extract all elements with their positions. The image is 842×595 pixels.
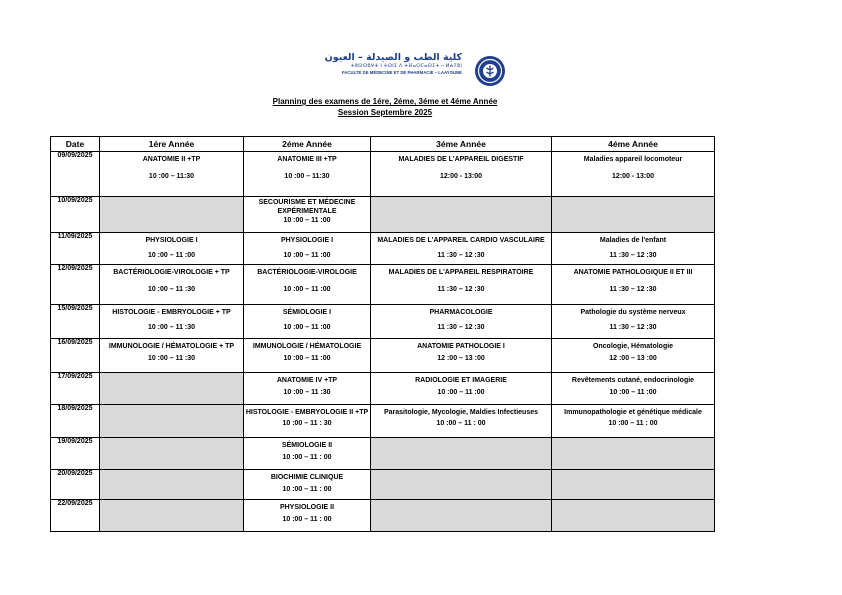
empty-cell (100, 470, 244, 500)
exam-time: 10 :00 – 11:30 (148, 173, 195, 180)
exam-cell (100, 339, 244, 373)
table-row (51, 265, 715, 305)
exam-cell (100, 233, 244, 265)
exam-subject: MALADIES DE L'APPAREIL RESPIRATOIRE (388, 269, 534, 276)
logo-text-block (308, 52, 462, 88)
exam-time: 10 :00 – 11 :30 (283, 389, 331, 396)
exam-time: 12:00 - 13:00 (611, 173, 655, 180)
exam-cell (100, 305, 244, 339)
empty-cell (100, 438, 244, 470)
column-header-year1: 1ére Année (100, 137, 244, 152)
exam-subject: BACTÉRIOLOGIE-VIROLOGIE + TP (113, 269, 230, 276)
exam-time: 11 :30 – 12 :30 (437, 286, 485, 293)
exam-subject: MALADIES DE L'APPAREIL CARDIO VASCULAIRE (377, 237, 545, 244)
exam-cell (244, 339, 371, 373)
exam-time: 10 :00 – 11 :30 (147, 286, 196, 293)
document-title: Planning des examens de 1ére, 2éme, 3éme et 4éme Année (272, 97, 498, 106)
date-cell: 10/09/2025 (51, 197, 100, 233)
exam-subject: ANATOMIE IV +TP (276, 377, 338, 384)
table-row (51, 305, 715, 339)
exam-subject: ANATOMIE III +TP (277, 156, 337, 163)
exam-cell (552, 405, 715, 438)
exam-cell (244, 305, 371, 339)
exam-time: 10 :00 – 11 :30 (147, 355, 196, 362)
date-cell: 16/09/2025 (51, 339, 100, 373)
column-header-year3: 3éme Année (371, 137, 552, 152)
exam-cell (244, 265, 371, 305)
exam-cell (371, 339, 552, 373)
table-row (51, 500, 715, 532)
exam-time: 12:00 - 13:00 (439, 173, 483, 180)
logo-arabic-name: كلية الطب و الصيدلة – العيون (324, 52, 462, 63)
exam-cell (371, 373, 552, 405)
exam-schedule-table (50, 136, 715, 532)
exam-cell (244, 233, 371, 265)
column-header-date: Date (51, 137, 100, 152)
exam-time: 10 :00 – 11 :00 (283, 286, 331, 293)
date-cell: 09/09/2025 (51, 152, 100, 197)
exam-time: 10 :00 – 11 :00 (283, 217, 331, 224)
exam-subject: Revêtements cutané, endocrinologie (571, 377, 695, 384)
exam-cell (244, 197, 371, 233)
table-row (51, 233, 715, 265)
exam-time: 10 :00 – 11 :00 (437, 389, 485, 396)
exam-subject: Maladies appareil locomoteur (583, 156, 683, 163)
empty-cell (552, 500, 715, 532)
empty-cell (552, 438, 715, 470)
exam-subject: PHYSIOLOGIE I (280, 237, 334, 244)
empty-cell (371, 500, 552, 532)
exam-time: 10 :00 – 11 :00 (283, 355, 331, 362)
exam-subject: SÉMIOLOGIE I (282, 309, 332, 316)
empty-cell (100, 500, 244, 532)
exam-subject: Immunopathologie et génétique médicale (564, 409, 702, 416)
exam-time: 11 :30 – 12 :30 (437, 252, 485, 259)
date-cell: 12/09/2025 (51, 265, 100, 305)
exam-subject: MALADIES DE L'APPAREIL DIGESTIF (398, 156, 524, 163)
table-row (51, 152, 715, 197)
exam-subject: IMMUNOLOGIE / HÉMATOLOGIE (252, 343, 362, 350)
exam-time: 10 :00 – 11 :00 (283, 252, 331, 259)
exam-cell (244, 373, 371, 405)
exam-subject: PHYSIOLOGIE I (145, 237, 198, 244)
exam-subject: PHYSIOLOGIE II (279, 504, 335, 511)
exam-subject: Parasitologie, Mycologie, Maldies Infectieuses (383, 409, 539, 416)
exam-time: 12 :00 – 13 :00 (609, 355, 657, 362)
exam-subject: ANATOMIE II +TP (142, 156, 201, 163)
date-cell: 17/09/2025 (51, 373, 100, 405)
exam-subject: ANATOMIE PATHOLOGIQUE II ET III (573, 269, 693, 276)
exam-cell (371, 152, 552, 197)
table-row (51, 438, 715, 470)
exam-cell (552, 233, 715, 265)
exam-subject: BACTÉRIOLOGIE-VIROLOGIE (257, 269, 357, 276)
exam-cell (100, 152, 244, 197)
table-row (51, 373, 715, 405)
document-header (0, 96, 770, 118)
exam-subject: HISTOLOGIE - EMBRYOLOGIE II +TP (245, 409, 369, 416)
exam-time: 10 :00 – 11 :00 (609, 389, 657, 396)
exam-time: 11 :30 – 12 :30 (609, 286, 657, 293)
exam-time: 11 :30 – 12 :30 (437, 324, 485, 331)
faculty-logo (308, 52, 508, 88)
exam-cell (552, 265, 715, 305)
exam-subject: HISTOLOGIE - EMBRYOLOGIE + TP (112, 309, 231, 316)
exam-time: 10 :00 – 11 : 00 (282, 486, 332, 493)
exam-subject: BIOCHIMIE CLINIQUE (270, 474, 344, 481)
empty-cell (100, 373, 244, 405)
date-cell: 20/09/2025 (51, 470, 100, 500)
exam-cell (552, 339, 715, 373)
table-row (51, 470, 715, 500)
date-cell: 11/09/2025 (51, 233, 100, 265)
exam-cell (244, 438, 371, 470)
empty-cell (552, 470, 715, 500)
exam-subject: RADIOLOGIE ET IMAGERIE (415, 377, 507, 384)
exam-cell (244, 500, 371, 532)
exam-time: 10 :00 – 11 :00 (147, 252, 196, 259)
exam-cell (552, 305, 715, 339)
exam-subject: ANATOMIE PATHOLOGIE I (417, 343, 505, 350)
exam-time: 10 :00 – 11 : 00 (282, 516, 332, 523)
exam-time: 10 :00 – 11 :30 (147, 324, 196, 331)
exam-time: 11 :30 – 12 :30 (609, 252, 657, 259)
exam-time: 12 :00 – 13 :00 (437, 355, 485, 362)
table-row (51, 405, 715, 438)
exam-cell (100, 265, 244, 305)
exam-subject: PHARMACOLOGIE (429, 309, 493, 316)
exam-time: 10 :00 – 11:30 (284, 173, 330, 180)
column-header-year2: 2éme Année (244, 137, 371, 152)
date-cell: 22/09/2025 (51, 500, 100, 532)
exam-cell (371, 265, 552, 305)
exam-cell (244, 470, 371, 500)
logo-tifinagh-name: ⵜⵓⵙⵙⵓⵖⵜ ⵏ ⵜⵙⵏⵉ ⴷ ⵜⴼⴰⵔⵎⴰⵙⵉⵜ – ⵍⵄⵢⵓⵏ (350, 63, 462, 69)
exam-cell (552, 152, 715, 197)
empty-cell (371, 197, 552, 233)
exam-subject: Oncologie, Hématologie (592, 343, 674, 350)
empty-cell (552, 197, 715, 233)
exam-time: 10 :00 – 11 :00 (283, 324, 331, 331)
table-row (51, 197, 715, 233)
exam-time: 10 :00 – 11 : 00 (436, 420, 486, 427)
date-cell: 15/09/2025 (51, 305, 100, 339)
exam-subject: Maladies de l'enfant (599, 237, 667, 244)
exam-cell (552, 373, 715, 405)
empty-cell (100, 197, 244, 233)
exam-time: 10 :00 – 11 : 30 (282, 420, 332, 427)
exam-cell (371, 233, 552, 265)
exam-subject: SECOURISME ET MÉDECINE EXPÉRIMENTALE (258, 199, 356, 215)
exam-time: 10 :00 – 11 : 00 (282, 454, 332, 461)
empty-cell (100, 405, 244, 438)
exam-subject: SÉMIOLOGIE II (281, 442, 333, 449)
exam-time: 11 :30 – 12 :30 (609, 324, 657, 331)
date-cell: 19/09/2025 (51, 438, 100, 470)
column-header-year4: 4éme Année (552, 137, 715, 152)
exam-subject: Pathologie du système nerveux (580, 309, 686, 316)
empty-cell (371, 438, 552, 470)
exam-cell (244, 152, 371, 197)
table-header-row (51, 137, 715, 152)
table-row (51, 339, 715, 373)
date-cell: 18/09/2025 (51, 405, 100, 438)
exam-subject: IMMUNOLOGIE / HÉMATOLOGIE + TP (108, 343, 235, 350)
faculty-seal-icon (474, 55, 506, 87)
exam-cell (371, 405, 552, 438)
exam-cell (244, 405, 371, 438)
exam-cell (371, 305, 552, 339)
logo-french-name: FACULTÉ DE MÉDECINE ET DE PHARMACIE – LAAYOUNE (341, 70, 462, 75)
empty-cell (371, 470, 552, 500)
session-title: Session Septembre 2025 (337, 108, 433, 117)
exam-time: 10 :00 – 11 : 00 (608, 420, 658, 427)
